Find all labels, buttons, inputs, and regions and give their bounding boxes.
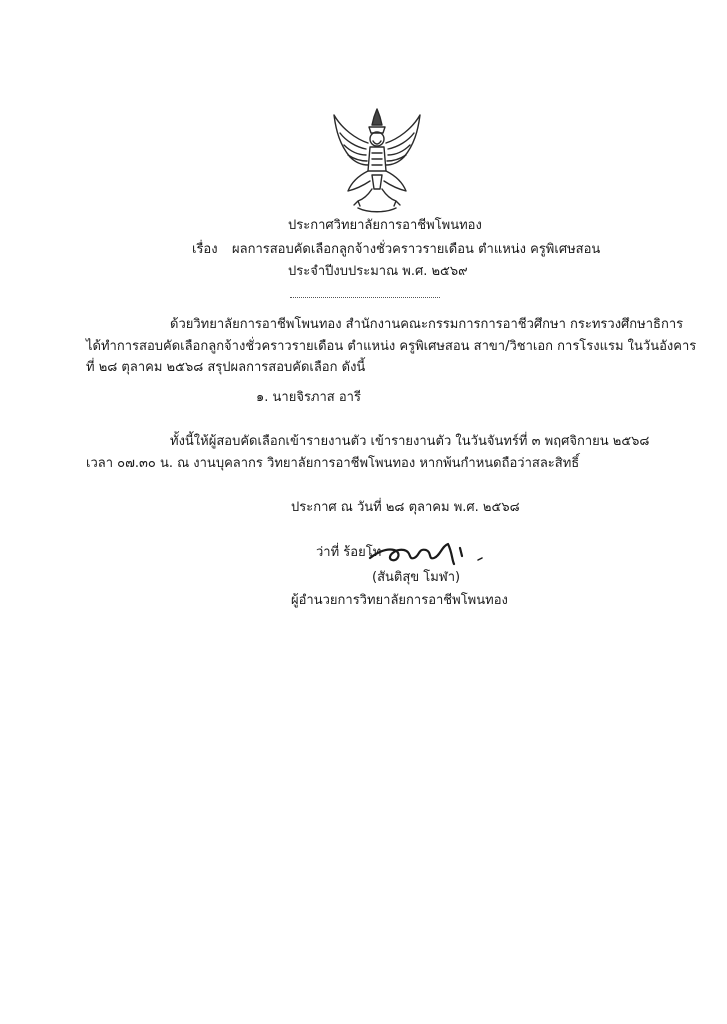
paragraph-1-line-2: ได้ทำการสอบคัดเลือกลูกจ้างชั่วคราวรายเดือน ตำแหน่ง ครูพิเศษสอน สาขา/วิชาเอก การโรงแรม ในวันอังคาร — [86, 339, 697, 354]
paragraph-1-line-1: ด้วยวิทยาลัยการอาชีพโพนทอง สำนักงานคณะกรรมการการอาชีวศึกษา กระทรวงศึกษาธิการ — [170, 317, 684, 332]
subject-label: เรื่อง — [192, 242, 218, 257]
announcement-title: ประกาศวิทยาลัยการอาชีพโพนทอง — [288, 218, 482, 233]
fiscal-year: ประจำปีงบประมาณ พ.ศ. ๒๕๖๙ — [288, 264, 468, 279]
signer-rank: ว่าที่ ร้อยโท — [316, 545, 382, 560]
divider — [290, 297, 440, 298]
signer-name: (สันติสุข โมฬา) — [372, 570, 461, 585]
garuda-emblem-icon — [328, 105, 426, 215]
paragraph-1-line-3: ที่ ๒๘ ตุลาคม ๒๕๖๘ สรุปผลการสอบคัดเลือก ดังนี้ — [86, 360, 366, 375]
signer-position: ผู้อำนวยการวิทยาลัยการอาชีพโพนทอง — [291, 593, 508, 608]
announcement-date: ประกาศ ณ วันที่ ๒๘ ตุลาคม พ.ศ. ๒๕๖๘ — [291, 500, 520, 515]
paragraph-2-line-2: เวลา ๐๗.๓๐ น. ณ งานบุคลากร วิทยาลัยการอาชีพโพนทอง หากพ้นกำหนดถือว่าสละสิทธิ์ — [86, 456, 580, 471]
result-item: ๑. นายจิรภาส อารี — [256, 390, 361, 405]
paragraph-2-line-1: ทั้งนี้ให้ผู้สอบคัดเลือกเข้ารายงานตัว เข้ารายงานตัว ในวันจันทร์ที่ ๓ พฤศจิกายน ๒๕๖๘ — [170, 434, 650, 449]
handwritten-signature-icon — [368, 538, 486, 570]
subject-text: ผลการสอบคัดเลือกลูกจ้างชั่วคราวรายเดือน ตำแหน่ง ครูพิเศษสอน — [232, 242, 601, 257]
